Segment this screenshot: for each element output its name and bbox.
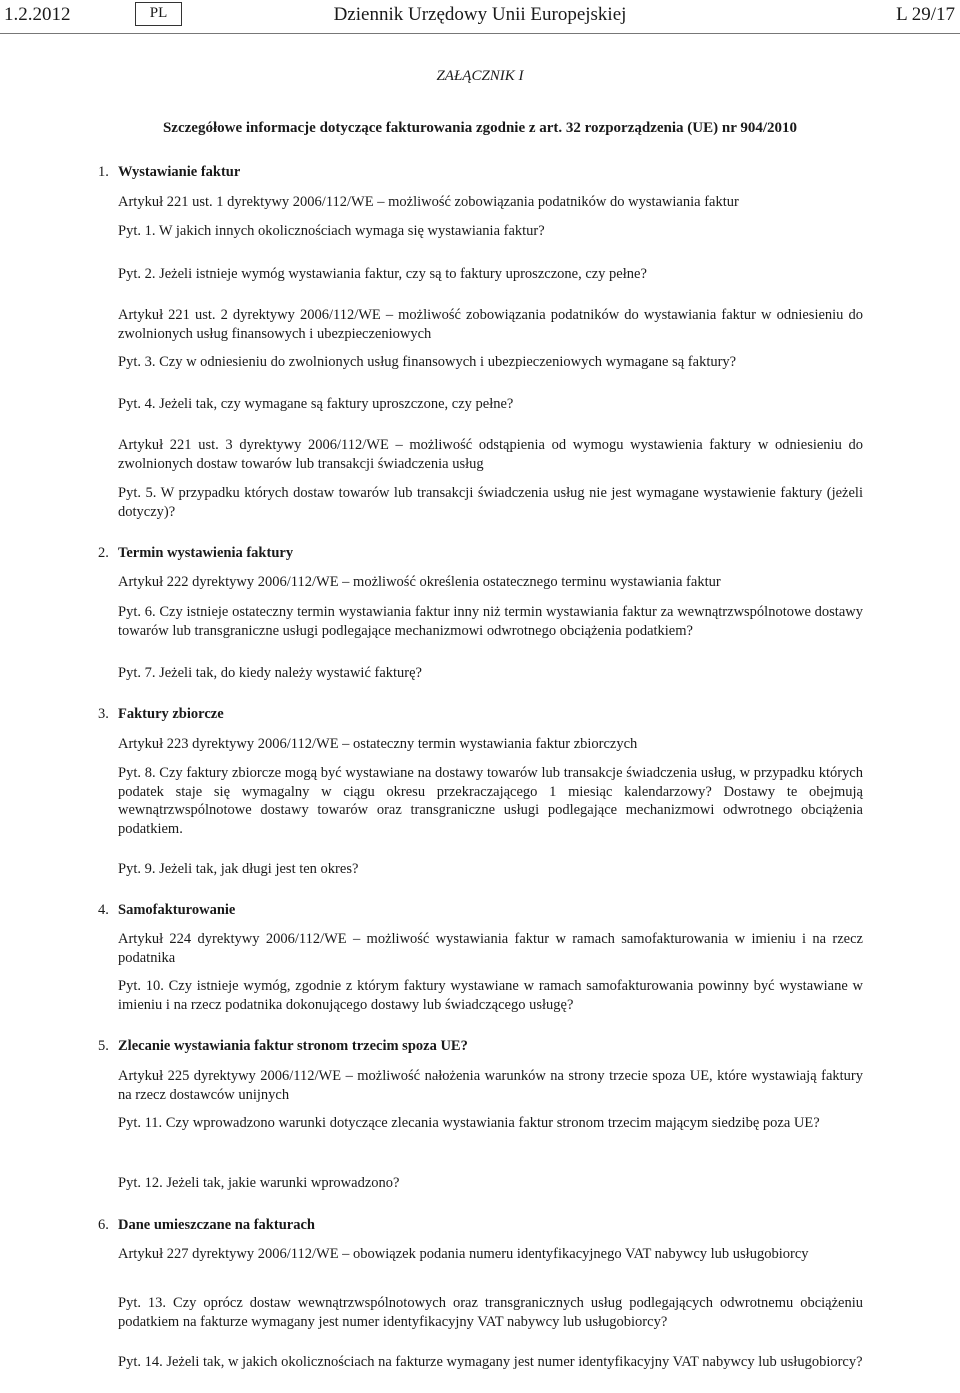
annex-label: ZAŁĄCZNIK I [436, 68, 524, 84]
section-heading [98, 1037, 878, 1056]
section-heading [98, 705, 878, 724]
section-heading [98, 901, 878, 920]
paragraph: Artykuł 227 dyrektywy 2006/112/WE – obowiązek podania numeru identyfikacyjnego VAT nabywcy lub usługobiorcy [118, 1246, 809, 1262]
page-header [0, 2, 960, 32]
section-number: 6. [98, 1217, 109, 1233]
question: Pyt. 1. W jakich innych okolicznościach wymaga się wystawiania faktur? [118, 223, 545, 239]
section-number: 4. [98, 902, 109, 918]
section-heading [98, 544, 878, 563]
section-heading [98, 163, 878, 182]
annex-title: Szczegółowe informacje dotyczące fakturowania zgodnie z art. 32 rozporządzenia (UE) nr 904/2010 [162, 120, 798, 136]
language-badge: PL [135, 2, 182, 26]
question: Pyt. 7. Jeżeli tak, do kiedy należy wystawić fakturę? [118, 665, 422, 681]
question: Pyt. 11. Czy wprowadzono warunki dotyczące zlecania wystawiania faktur stronom trzecim mającym siedzibę poza UE? [118, 1115, 820, 1131]
paragraph: Artykuł 221 ust. 1 dyrektywy 2006/112/WE – możliwość zobowiązania podatników do wystawiania faktur [118, 194, 739, 210]
paragraph: Artykuł 225 dyrektywy 2006/112/WE – możliwość nałożenia warunków na strony trzecie spoza UE, które wystawiają faktury na rzecz dostawców unijnych [118, 1068, 863, 1103]
section-heading [98, 1216, 878, 1235]
question: Pyt. 6. Czy istnieje ostateczny termin wystawiania faktur inny niż termin wystawiania faktur za wewnątrzwspólnotowe dostawy towarów lub transgraniczne usługi podlegające mechanizmowi odwrotnego obciążenia podatkiem? [118, 604, 863, 639]
section-title: Wystawianie faktur [118, 164, 241, 180]
section-title: Dane umieszczane na fakturach [118, 1217, 315, 1233]
section-title: Termin wystawienia faktury [118, 545, 294, 561]
question: Pyt. 3. Czy w odniesieniu do zwolnionych usług finansowych i ubezpieczeniowych wymagane są faktury? [118, 354, 737, 370]
publication-date: 1.2.2012 [4, 4, 71, 25]
question: Pyt. 13. Czy oprócz dostaw wewnątrzwspólnotowych oraz transgranicznych usług podlegających odwrotnemu obciążeniu podatkiem na fakturze wymagany jest numer identyfikacyjny VAT nabywcy lub usługobiorcy? [118, 1295, 863, 1330]
paragraph: Artykuł 222 dyrektywy 2006/112/WE – możliwość określenia ostatecznego terminu wystawiania faktur [118, 574, 721, 590]
section-title: Zlecanie wystawiania faktur stronom trzecim spoza UE? [118, 1038, 468, 1054]
question: Pyt. 2. Jeżeli istnieje wymóg wystawiania faktur, czy są to faktury uproszczone, czy pełne? [118, 266, 647, 282]
question: Pyt. 10. Czy istnieje wymóg, zgodnie z którym faktury wystawiane w ramach samofakturowania powinny być wystawiane w imieniu i na rzecz podatnika dokonującego dostawy lub świadczącego usługę? [118, 978, 863, 1013]
section-number: 5. [98, 1038, 109, 1054]
question: Pyt. 9. Jeżeli tak, jak długi jest ten okres? [118, 861, 359, 877]
journal-title: Dziennik Urzędowy Unii Europejskiej [333, 4, 627, 25]
page-reference: L 29/17 [896, 4, 955, 25]
section-number: 2. [98, 545, 109, 561]
question: Pyt. 8. Czy faktury zbiorcze mogą być wystawiane na dostawy towarów lub transakcje świadczenia usług, w przypadku których podatek staje się wymagalny w ciągu okresu przekraczającego 1 miesiąc kalendarzowy? Dostawy te obejmują wewnątrzwspólnotowe dostawy towarów oraz transgraniczne usługi podlegające mechanizmowi odwrotnego obciążenia podatkiem. [118, 765, 863, 837]
section-title: Samofakturowanie [118, 902, 236, 918]
section-title: Faktury zbiorcze [118, 706, 224, 722]
paragraph: Artykuł 224 dyrektywy 2006/112/WE – możliwość wystawiania faktur w ramach samofakturowania w imieniu i na rzecz podatnika [118, 931, 863, 966]
section-number: 3. [98, 706, 109, 722]
paragraph: Artykuł 221 ust. 3 dyrektywy 2006/112/WE – możliwość odstąpienia od wymogu wystawienia faktury w odniesieniu do zwolnionych dostaw towarów lub transakcji świadczenia usług [118, 437, 863, 472]
header-divider [0, 33, 960, 34]
paragraph: Artykuł 221 ust. 2 dyrektywy 2006/112/WE – możliwość zobowiązania podatników do wystawiania faktur w odniesieniu do zwolnionych usług finansowych i ubezpieczeniowych [118, 307, 863, 342]
question: Pyt. 14. Jeżeli tak, w jakich okolicznościach na fakturze wymagany jest numer identyfikacyjny VAT nabywcy lub usługobiorcy? [118, 1354, 863, 1370]
question: Pyt. 4. Jeżeli tak, czy wymagane są faktury uproszczone, czy pełne? [118, 396, 514, 412]
paragraph: Artykuł 223 dyrektywy 2006/112/WE – ostateczny termin wystawiania faktur zbiorczych [118, 736, 638, 752]
question: Pyt. 5. W przypadku których dostaw towarów lub transakcji świadczenia usług nie jest wymagane wystawienie faktury (jeżeli dotyczy)? [118, 485, 863, 520]
section-number: 1. [98, 164, 109, 180]
question: Pyt. 12. Jeżeli tak, jakie warunki wprowadzono? [118, 1175, 400, 1191]
